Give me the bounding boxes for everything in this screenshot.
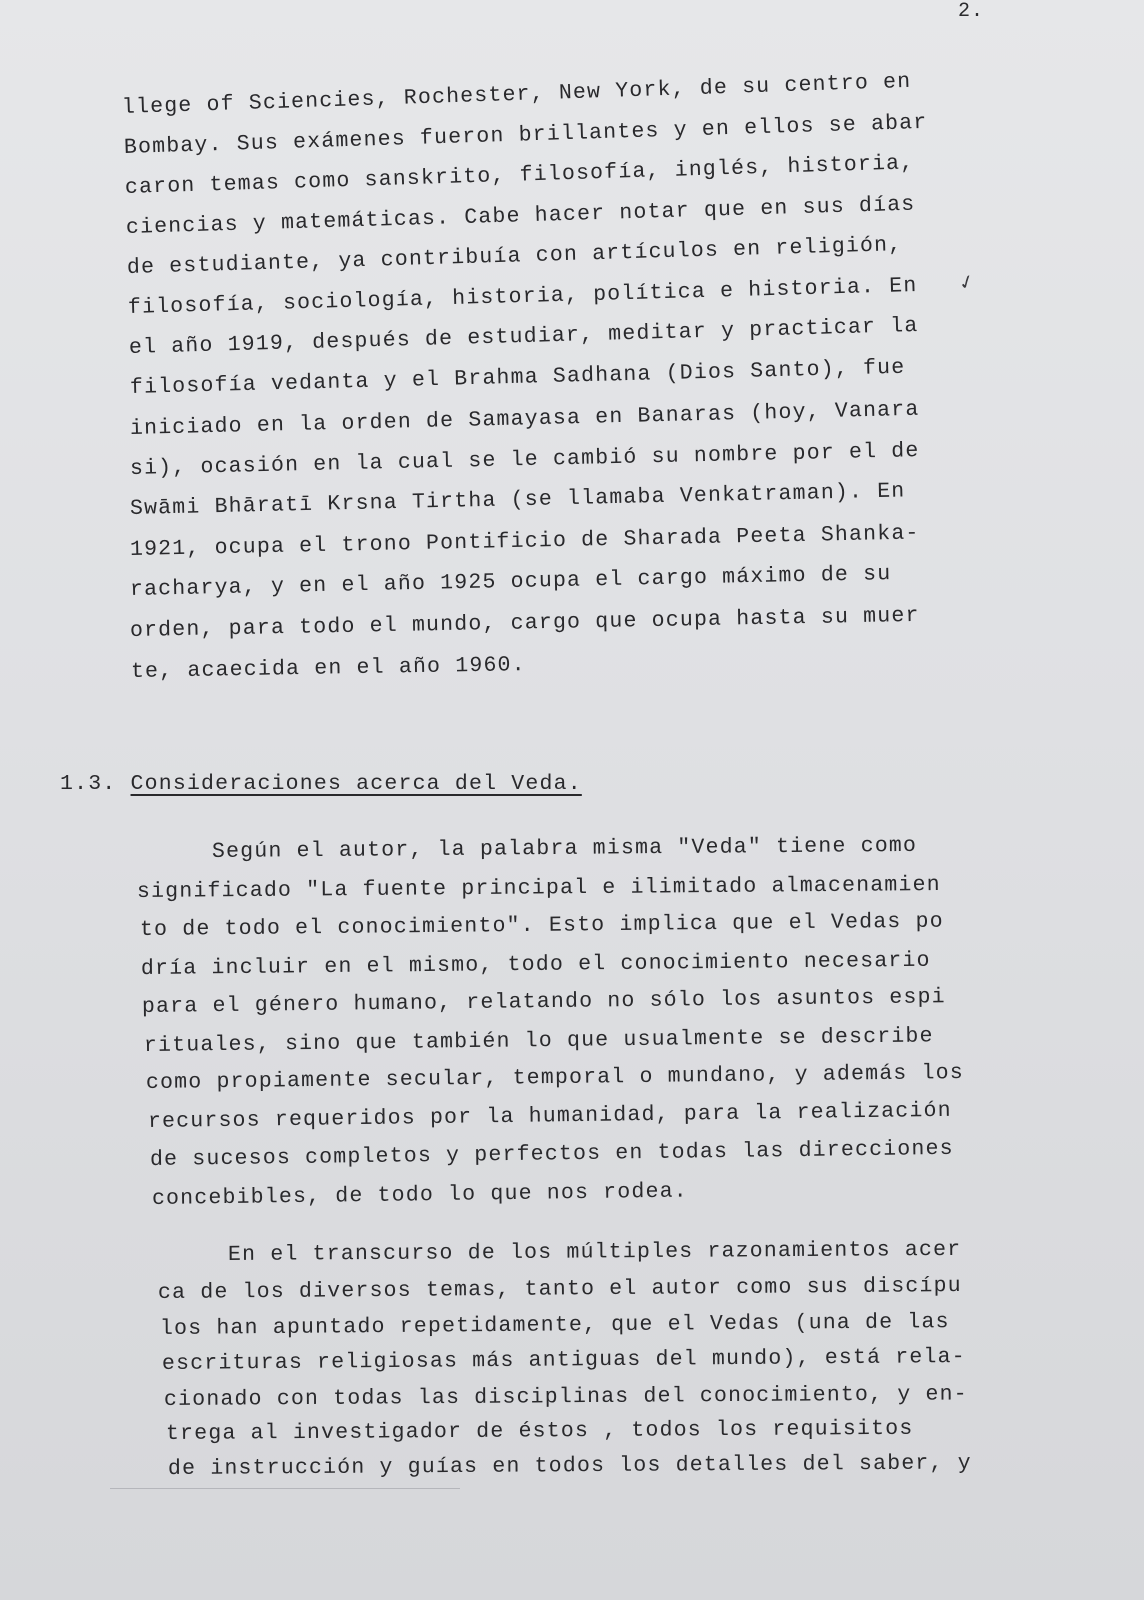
text-line: En el transcurso de los múltiples razonamientos acer [227, 1237, 962, 1267]
text-line: trega al investigador de éstos , todos los requisitos [165, 1416, 914, 1446]
text-line: racharya, y en el año 1925 ocupa el cargo máximo de su [129, 562, 892, 602]
section-title: Consideraciones acerca del Veda. [130, 772, 582, 796]
text-line: cionado con todas las disciplinas del conocimiento, y en- [163, 1382, 968, 1412]
text-line: de estudiante, ya contribuía con artículos en religión, [126, 232, 903, 280]
text-line: ca de los diversos temas, tanto el autor como sus discípu [157, 1273, 962, 1305]
text-line: to de todo el conocimiento". Esto implica que el Vedas po [139, 909, 944, 942]
section-heading [60, 772, 582, 796]
text-line: ciencias y matemáticas. Cabe hacer notar que en sus días [125, 192, 916, 240]
section-number: 1.3. [60, 772, 117, 796]
text-line: filosofía, sociología, historia, política e historia. En [127, 273, 918, 320]
text-line: Bombay. Sus exámenes fueron brillantes y en ellos se abar [123, 110, 928, 160]
text-line: significado "La fuente principal e ilimitado almacenamien [136, 872, 941, 904]
text-line: caron temas como sanskrito, filosofía, inglés, historia, [124, 151, 915, 200]
text-line: concebibles, de todo lo que nos rodea. [151, 1179, 689, 1211]
text-line: Según el autor, la palabra misma "Veda" tiene como [211, 833, 918, 864]
text-line: el año 1919, después de estudiar, meditar y practicar la [128, 313, 919, 360]
text-line: si), ocasión en la cual se le cambió su nombre por el de [129, 439, 920, 481]
text-line: escrituras religiosas más antiguas del mundo), está rela- [161, 1344, 966, 1376]
text-line: para el género humano, relatando no sólo los asuntos espi [141, 985, 946, 1019]
pen-check-mark: ✓ [956, 269, 978, 298]
text-line: rituales, sino que también lo que usualmente se describe [143, 1024, 934, 1058]
text-line: de sucesos completos y perfectos en todas las direcciones [149, 1136, 954, 1172]
text-line: 1921, ocupa el trono Pontificio de Sharada Peeta Shanka- [129, 521, 920, 562]
text-line: te, acaecida en el año 1960. [130, 653, 527, 684]
footnote-divider [110, 1488, 460, 1489]
text-line: llege of Sciencies, Rochester, New York, de su centro en [121, 69, 912, 120]
text-line: orden, para todo el mundo, cargo que ocupa hasta su muer [129, 603, 920, 643]
text-line: como propiamente secular, temporal o mundano, y además los [145, 1061, 965, 1095]
text-line: dría incluir en el mismo, todo el conocimiento necesario [140, 948, 931, 981]
text-line: filosofía vedanta y el Brahma Sadhana (Dios Santo), fue [129, 355, 906, 400]
text-line: Swāmi Bhāratī Krsna Tirtha (se llamaba Venkatraman). En [129, 479, 906, 521]
text-line: de instrucción y guías en todos los detalles del saber, y [167, 1451, 972, 1481]
text-line: recursos requeridos por la humanidad, para la realización [147, 1098, 952, 1134]
page-number: 2. [958, 0, 985, 23]
text-line: los han apuntado repetidamente, que el Vedas (una de las [159, 1310, 950, 1341]
text-line: iniciado en la orden de Samayasa en Banaras (hoy, Vanara [129, 397, 920, 441]
